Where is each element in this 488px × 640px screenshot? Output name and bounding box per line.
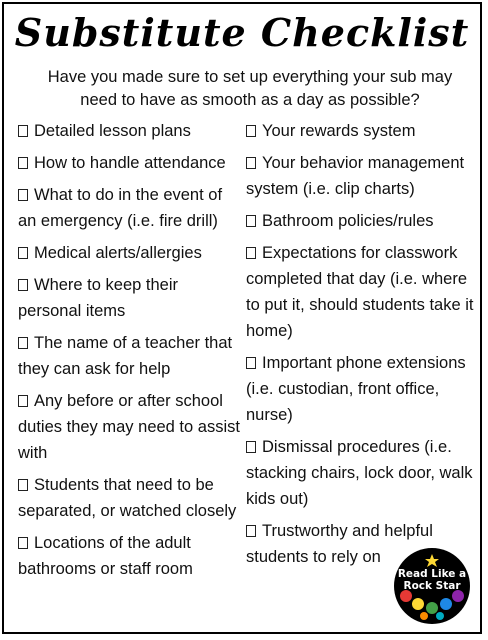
checklist-item-label: Expectations for classwork completed that day (i.e. where to put it, should students take it home) [246, 244, 474, 340]
checkbox-icon[interactable] [246, 441, 256, 453]
checkbox-icon[interactable] [18, 279, 28, 291]
checklist-item [18, 150, 244, 176]
checkbox-icon[interactable] [246, 247, 256, 259]
checklist-item [18, 118, 244, 144]
checkbox-icon[interactable] [18, 479, 28, 491]
checklist-item [246, 434, 478, 512]
logo-text-line1: Read Like a [397, 568, 467, 580]
checkbox-icon[interactable] [246, 525, 256, 537]
checkbox-icon[interactable] [18, 189, 28, 201]
checklist-item [18, 272, 244, 324]
checklist-item-label: Bathroom policies/rules [262, 212, 434, 230]
checklist-item-label: Where to keep their personal items [18, 276, 178, 320]
checklist-item-label: How to handle attendance [34, 154, 226, 172]
checkbox-icon[interactable] [18, 395, 28, 407]
checklist-item-label: The name of a teacher that they can ask for help [18, 334, 233, 378]
checklist-item [18, 388, 244, 466]
checklist-item-label: Any before or after school duties they may need to assist with [18, 392, 240, 462]
left-checklist-column [18, 118, 244, 588]
checklist-item [246, 240, 478, 344]
checklist-item-label: Medical alerts/allergies [34, 244, 202, 262]
checkbox-icon[interactable] [18, 537, 28, 549]
page-subtitle: Have you made sure to set up everything your sub may need to have as smooth as a day as possible? [47, 68, 453, 109]
checklist-item [18, 240, 244, 266]
checkbox-icon[interactable] [18, 157, 28, 169]
checklist-item-label: Trustworthy and helpful students to rely on [246, 522, 433, 566]
checklist-item-label: Detailed lesson plans [34, 122, 191, 140]
checklist-item [18, 330, 244, 382]
checklist-item [246, 208, 478, 234]
checklist-item-label: Dismissal procedures (i.e. stacking chairs, lock door, walk kids out) [246, 438, 473, 508]
checklist-item [246, 118, 478, 144]
checkbox-icon[interactable] [246, 157, 256, 169]
checklist-item [246, 350, 478, 428]
checklist-item [246, 150, 478, 202]
checklist-item-label: Locations of the adult bathrooms or staff room [18, 534, 193, 578]
checklist-item [18, 530, 244, 582]
checkbox-icon[interactable] [18, 125, 28, 137]
checkbox-icon[interactable] [246, 357, 256, 369]
checklist-item-label: Important phone extensions (i.e. custodian, front office, nurse) [246, 354, 466, 424]
checkbox-icon[interactable] [246, 125, 256, 137]
checkbox-icon[interactable] [18, 247, 28, 259]
checkbox-icon[interactable] [18, 337, 28, 349]
logo-text-line2: Rock Star [403, 580, 461, 592]
checklist-item-label: Your behavior management system (i.e. clip charts) [246, 154, 465, 198]
page-title: Substitute Checklist [14, 10, 470, 55]
checklist-item [18, 182, 244, 234]
checklist-item-label: Your rewards system [262, 122, 416, 140]
checklist-item [18, 472, 244, 524]
checkbox-icon[interactable] [246, 215, 256, 227]
checklist-item-label: Students that need to be separated, or watched closely [18, 476, 237, 520]
right-checklist-column [246, 118, 478, 576]
checklist-item-label: What to do in the event of an emergency (i.e. fire drill) [18, 186, 223, 230]
checklist-page [2, 2, 482, 634]
read-like-a-rock-star-logo [394, 548, 470, 624]
